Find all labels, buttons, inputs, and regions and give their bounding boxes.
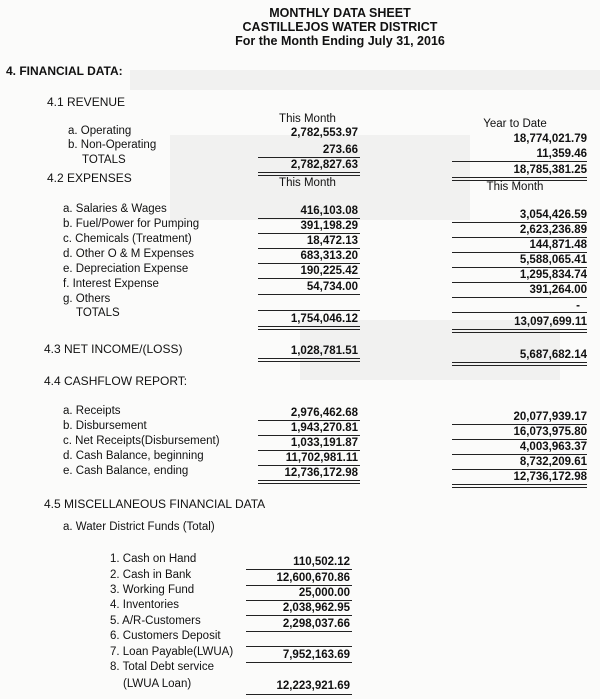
expense-month-line xyxy=(258,218,360,219)
expenses-total-label: TOTALS xyxy=(76,307,120,319)
expense-row-ytd: 144,871.48 xyxy=(529,239,587,251)
misc-heading: 4.5 MISCELLANEOUS FINANCIAL DATA xyxy=(44,497,266,511)
revenue-total-ytd: 18,785,381.25 xyxy=(513,164,587,176)
expense-row-month: 54,734.00 xyxy=(306,281,358,293)
fund-row-label: 7. Loan Payable(LWUA) xyxy=(110,646,234,658)
cashflow-row-month: 1,943,270.81 xyxy=(290,422,358,434)
expense-month-line xyxy=(258,233,360,234)
fund-row-value: 110,502.12 xyxy=(293,556,350,568)
expenses-col-ytd: This Month xyxy=(486,181,544,193)
fund-row-value: 12,600,670.86 xyxy=(276,572,350,584)
revenue-month-total-underline xyxy=(258,172,360,176)
fund-row-value: 2,038,962.95 xyxy=(282,602,350,614)
expense-row-ytd: 2,623,236.89 xyxy=(519,224,587,236)
expense-month-line xyxy=(258,263,360,264)
cashflow-row-month: 12,736,172.98 xyxy=(284,467,358,479)
fund-row-label: 3. Working Fund xyxy=(110,584,195,596)
expenses-col-month: This Month xyxy=(279,177,336,189)
expense-month-line xyxy=(258,248,360,249)
expense-month-line xyxy=(258,278,360,279)
fund-value-line xyxy=(246,694,352,695)
fund-row-label: 6. Customers Deposit xyxy=(110,630,221,642)
expense-ytd-line xyxy=(452,267,587,268)
cashflow-month-total-underline xyxy=(258,480,360,484)
cashflow-row-label: c. Net Receipts(Disbursement) xyxy=(63,435,220,447)
revenue-row-label: a. Operating xyxy=(68,125,132,137)
expense-row-label: a. Salaries & Wages xyxy=(63,203,167,215)
cashflow-row-month: 2,976,462.68 xyxy=(290,407,358,419)
cashflow-row-label: d. Cash Balance, beginning xyxy=(63,450,204,462)
cashflow-row-ytd: 12,736,172.98 xyxy=(513,471,587,483)
expense-row-month: 683,313.20 xyxy=(300,250,358,262)
cashflow-month-line xyxy=(258,465,360,466)
expenses-heading: 4.2 EXPENSES xyxy=(47,171,132,185)
fund-row-value: 7,952,163.69 xyxy=(282,649,350,661)
cashflow-ytd-line xyxy=(452,424,587,425)
fund-value-line xyxy=(246,662,352,663)
cashflow-row-month: 1,033,191.87 xyxy=(290,437,358,449)
revenue-row-label: b. Non-Operating xyxy=(68,139,157,151)
revenue-row-ytd: 11,359.46 xyxy=(536,148,587,160)
revenue-total-label: TOTALS xyxy=(82,154,126,166)
cashflow-month-line xyxy=(258,435,360,436)
expense-row-ytd: 3,054,426.59 xyxy=(519,209,587,221)
expense-month-line xyxy=(258,294,360,295)
revenue-col-month: This Month xyxy=(279,113,336,125)
fund-value-line xyxy=(246,646,352,647)
fund-row-value: 12,223,921.69 xyxy=(276,680,350,692)
expense-row-label: d. Other O & M Expenses xyxy=(63,248,195,260)
cashflow-row-ytd: 16,073,975.80 xyxy=(513,426,587,438)
net-income-label: 4.3 NET INCOME/(LOSS) xyxy=(44,342,183,356)
fund-value-line xyxy=(246,585,352,586)
revenue-month-subtotal-line xyxy=(258,157,360,158)
misc-subtitle: a. Water District Funds (Total) xyxy=(63,521,215,533)
cashflow-month-line xyxy=(258,450,360,451)
expense-ytd-line xyxy=(452,282,587,283)
expense-row-label: g. Others xyxy=(63,293,111,305)
expense-row-month: 416,103.08 xyxy=(300,205,358,217)
revenue-heading: 4.1 REVENUE xyxy=(47,95,126,109)
fund-row-value: 25,000.00 xyxy=(298,587,350,599)
fund-value-line xyxy=(246,631,352,632)
expense-row-label: f. Interest Expense xyxy=(63,278,159,290)
expense-row-month: 18,472.13 xyxy=(306,235,358,247)
revenue-total-month: 2,782,827.63 xyxy=(290,159,358,171)
revenue-ytd-subtotal-line xyxy=(452,161,587,162)
net-income-ytd: 5,687,682.14 xyxy=(519,349,587,361)
fund-row-value: 2,298,037.66 xyxy=(282,618,350,630)
bleed-through-shadow xyxy=(130,70,600,90)
expense-ytd-line xyxy=(452,237,587,238)
fund-row-label: 4. Inventories xyxy=(110,599,180,611)
period-line: For the Month Ending July 31, 2016 xyxy=(235,34,445,48)
expense-ytd-line xyxy=(452,312,587,313)
expense-ytd-line xyxy=(452,297,587,298)
cashflow-row-ytd: 8,732,209.61 xyxy=(519,456,587,468)
cashflow-heading: 4.4 CASHFLOW REPORT: xyxy=(44,374,188,388)
expense-row-ytd: - xyxy=(576,300,580,312)
expense-row-ytd: 391,264.00 xyxy=(529,284,587,296)
cashflow-ytd-line xyxy=(452,454,587,455)
cashflow-row-ytd: 4,003,963.37 xyxy=(519,441,587,453)
expense-ytd-line xyxy=(452,252,587,253)
expense-row-ytd: 1,295,834.74 xyxy=(519,269,587,281)
fund-row-label: 8. Total Debt service xyxy=(110,661,214,673)
expense-row-label: b. Fuel/Power for Pumping xyxy=(63,218,200,230)
revenue-row-ytd: 18,774,021.79 xyxy=(513,133,587,145)
cashflow-month-line xyxy=(258,420,360,421)
expense-row-month: 391,198.29 xyxy=(300,220,358,232)
cashflow-row-label: a. Receipts xyxy=(63,405,121,417)
fund-value-line xyxy=(246,600,352,601)
expenses-month-total-underline xyxy=(258,326,360,330)
sheet-title: MONTHLY DATA SHEET xyxy=(269,6,411,20)
fund-row-label: 1. Cash on Hand xyxy=(110,553,197,565)
cashflow-row-label: e. Cash Balance, ending xyxy=(63,465,189,477)
expenses-ytd-total-underline xyxy=(452,329,587,333)
fund-value-line xyxy=(246,569,352,570)
expense-month-line xyxy=(258,310,360,311)
expense-row-label: c. Chemicals (Treatment) xyxy=(63,233,192,245)
net-income-month-underline xyxy=(258,358,360,362)
cashflow-ytd-total-underline xyxy=(452,484,587,488)
net-income-month: 1,028,781.51 xyxy=(290,345,358,357)
net-income-ytd-underline xyxy=(452,362,587,366)
revenue-col-ytd: Year to Date xyxy=(483,118,547,130)
fund-row-label: (LWUA Loan) xyxy=(123,678,192,690)
revenue-row-month: 2,782,553.97 xyxy=(290,127,358,139)
cashflow-ytd-line xyxy=(452,439,587,440)
fund-value-line xyxy=(246,615,352,616)
expense-row-month: 190,225.42 xyxy=(300,265,358,277)
district-name: CASTILLEJOS WATER DISTRICT xyxy=(242,20,438,34)
fund-row-label: 2. Cash in Bank xyxy=(110,569,192,581)
financial-data-heading: 4. FINANCIAL DATA: xyxy=(6,64,123,78)
expenses-total-ytd: 13,097,699.11 xyxy=(514,316,587,328)
cashflow-row-label: b. Disbursement xyxy=(63,420,147,432)
expense-row-ytd: 5,588,065.41 xyxy=(519,254,587,266)
cashflow-ytd-line xyxy=(452,469,587,470)
expenses-total-month: 1,754,046.12 xyxy=(290,313,358,325)
fund-row-label: 5. A/R-Customers xyxy=(110,615,201,627)
expense-ytd-line xyxy=(452,222,587,223)
cashflow-row-ytd: 20,077,939.17 xyxy=(513,411,587,423)
expense-row-label: e. Depreciation Expense xyxy=(63,263,189,275)
cashflow-row-month: 11,702,981.11 xyxy=(285,452,358,464)
revenue-row-month: 273.66 xyxy=(322,144,358,156)
